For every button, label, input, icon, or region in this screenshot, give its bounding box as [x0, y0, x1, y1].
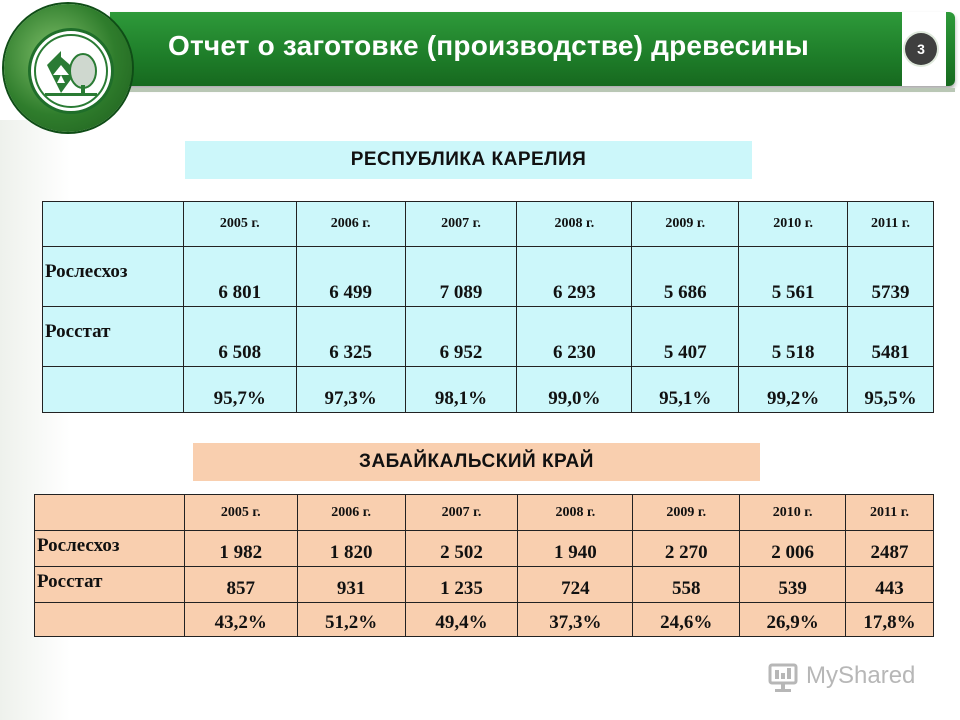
- ratio-cell: 24,6%: [633, 603, 740, 637]
- ratio-cell: 43,2%: [184, 603, 297, 637]
- presentation-icon: [766, 659, 800, 693]
- year-header: 2008 г.: [517, 202, 632, 247]
- table-cell: 7 089: [405, 247, 517, 307]
- slide-header: [0, 0, 960, 120]
- ratio-cell: 99,0%: [517, 367, 632, 413]
- table-cell: 6 801: [183, 247, 296, 307]
- year-header: 2010 г.: [739, 202, 848, 247]
- empty-label-cell: [35, 603, 185, 637]
- ratio-cell: 95,1%: [632, 367, 739, 413]
- table-cell: 931: [297, 567, 405, 603]
- watermark: [766, 656, 915, 696]
- row-label: Рослесхоз: [43, 247, 184, 307]
- year-header: 2005 г.: [184, 495, 297, 531]
- ratio-cell: 95,7%: [183, 367, 296, 413]
- table-cell: 5 561: [739, 247, 848, 307]
- year-header: 2007 г.: [405, 495, 518, 531]
- region-heading-karelia: РЕСПУБЛИКА КАРЕЛИЯ: [185, 141, 752, 179]
- row-label: Росстат: [43, 307, 184, 367]
- table-cell: 5 686: [632, 247, 739, 307]
- table-cell: 5739: [848, 247, 934, 307]
- table-cell: 1 235: [405, 567, 518, 603]
- table-cell: 6 230: [517, 307, 632, 367]
- empty-header-cell: [35, 495, 185, 531]
- table-cell: 6 508: [183, 307, 296, 367]
- ratio-cell: 95,5%: [848, 367, 934, 413]
- year-header: 2009 г.: [632, 202, 739, 247]
- table-cell: 558: [633, 567, 740, 603]
- year-header: 2009 г.: [633, 495, 740, 531]
- ratio-cell: 49,4%: [405, 603, 518, 637]
- table-row: [35, 531, 934, 567]
- table-cell: 2 270: [633, 531, 740, 567]
- ratio-cell: 99,2%: [739, 367, 848, 413]
- year-header: 2011 г.: [846, 495, 934, 531]
- logo: [4, 4, 132, 132]
- region-heading-zabaikalsky: ЗАБАЙКАЛЬСКИЙ КРАЙ: [193, 443, 760, 481]
- table-cell: 443: [846, 567, 934, 603]
- table-row-ratio: [35, 603, 934, 637]
- table-cell: 539: [740, 567, 846, 603]
- tree-logo-icon: [28, 28, 114, 114]
- ratio-cell: 17,8%: [846, 603, 934, 637]
- year-header: 2011 г.: [848, 202, 934, 247]
- table-cell: 5481: [848, 307, 934, 367]
- empty-label-cell: [43, 367, 184, 413]
- ratio-cell: 51,2%: [297, 603, 405, 637]
- table-cell: 5 518: [739, 307, 848, 367]
- table-header-row: [43, 202, 934, 247]
- table-cell: 857: [184, 567, 297, 603]
- year-header: 2006 г.: [296, 202, 405, 247]
- table-row: [43, 247, 934, 307]
- table-cell: 6 499: [296, 247, 405, 307]
- table-cell: 1 940: [518, 531, 633, 567]
- page-title: Отчет о заготовке (производстве) древесины: [168, 30, 810, 61]
- empty-header-cell: [43, 202, 184, 247]
- table-row: [35, 567, 934, 603]
- table-cell: 6 325: [296, 307, 405, 367]
- table-cell: 2487: [846, 531, 934, 567]
- table-cell: 6 293: [517, 247, 632, 307]
- table-cell: 6 952: [405, 307, 517, 367]
- table-cell: 5 407: [632, 307, 739, 367]
- karelia-table: [42, 201, 934, 413]
- table-cell: 724: [518, 567, 633, 603]
- ratio-cell: 26,9%: [740, 603, 846, 637]
- table-header-row: [35, 495, 934, 531]
- table-cell: 1 982: [184, 531, 297, 567]
- ratio-cell: 37,3%: [518, 603, 633, 637]
- row-label: Рослесхоз: [35, 531, 185, 567]
- year-header: 2006 г.: [297, 495, 405, 531]
- ratio-cell: 98,1%: [405, 367, 517, 413]
- table-cell: 2 502: [405, 531, 518, 567]
- table-row-ratio: [43, 367, 934, 413]
- row-label: Росстат: [35, 567, 185, 603]
- table-cell: 1 820: [297, 531, 405, 567]
- year-header: 2010 г.: [740, 495, 846, 531]
- year-header: 2007 г.: [405, 202, 517, 247]
- zabaikalsky-table: [34, 494, 934, 637]
- table-row: [43, 307, 934, 367]
- watermark-text: MyShared: [806, 662, 916, 689]
- ratio-cell: 97,3%: [296, 367, 405, 413]
- table-cell: 2 006: [740, 531, 846, 567]
- page-number-badge: 3: [905, 33, 937, 65]
- year-header: 2008 г.: [518, 495, 633, 531]
- year-header: 2005 г.: [183, 202, 296, 247]
